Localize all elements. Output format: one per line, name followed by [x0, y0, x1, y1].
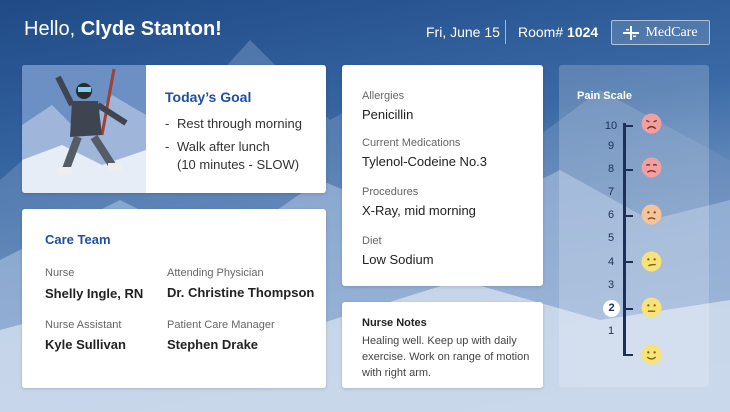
- allergies-label: Allergies: [362, 90, 405, 102]
- pain-scale-panel: [559, 65, 709, 387]
- nurse-notes-title: Nurse Notes: [362, 317, 427, 329]
- room-display: Room# 1024: [518, 24, 599, 40]
- cross-icon: [623, 26, 639, 40]
- nurse-name: Shelly Ingle, RN: [45, 286, 144, 301]
- pain-level-10: 10: [604, 120, 618, 132]
- medications-label: Current Medications: [362, 137, 461, 149]
- scale-tick: [626, 215, 633, 217]
- diet-label: Diet: [362, 235, 382, 247]
- procedures-label: Procedures: [362, 186, 419, 198]
- todays-goal-card: [22, 65, 326, 193]
- very-high-pain-face-icon: [641, 157, 662, 178]
- diet-value: Low Sodium: [362, 252, 434, 267]
- header: [0, 0, 730, 60]
- nurse-notes-text: Healing well. Keep up with daily exercise. Work on range of motion with right arm.: [362, 335, 530, 379]
- procedures-value: X-Ray, mid morning: [362, 203, 476, 218]
- pain-level-5: 5: [607, 232, 615, 244]
- pain-scale-title: Pain Scale: [577, 90, 633, 102]
- care-manager-name: Stephen Drake: [167, 337, 259, 352]
- scale-tick: [626, 169, 633, 171]
- care-team-title: Care Team: [45, 232, 111, 247]
- goal-item: - Walk after lunch (10 minutes - SLOW): [165, 139, 300, 172]
- no-pain-face-icon: [641, 344, 662, 365]
- physician-role: Attending Physician: [167, 267, 264, 279]
- nurse-notes-card: [342, 302, 543, 388]
- date-display: Fri, June 15: [426, 24, 500, 40]
- moderate-pain-face-icon: [641, 251, 662, 272]
- logo-text: MedCare: [645, 24, 698, 40]
- scale-tick: [626, 308, 633, 310]
- high-pain-face-icon: [641, 204, 662, 225]
- pain-level-7: 7: [607, 186, 615, 198]
- allergies-value: Penicillin: [362, 107, 414, 122]
- skier-photo: [22, 65, 146, 193]
- goal-list: [165, 115, 302, 179]
- pain-level-8: 8: [607, 163, 615, 175]
- header-divider: [505, 20, 506, 44]
- nurse-assistant-role: Nurse Assistant: [45, 319, 122, 331]
- scale-tick: [626, 125, 633, 127]
- care-manager-role: Patient Care Manager: [167, 319, 275, 331]
- pain-level-9: 9: [607, 140, 615, 152]
- goal-item: - Rest through morning: [165, 116, 303, 131]
- pain-level-1: 1: [607, 325, 615, 337]
- scale-tick: [626, 261, 633, 263]
- goal-title: Today’s Goal: [165, 89, 252, 105]
- mild-pain-face-icon: [641, 297, 662, 318]
- patient-name: Clyde Stanton!: [80, 18, 222, 40]
- medications-value: Tylenol-Codeine No.3: [362, 154, 488, 169]
- medcare-logo: [611, 20, 710, 45]
- medical-info-card: [342, 65, 543, 286]
- pain-level-4: 4: [607, 256, 615, 268]
- pain-level-3: 3: [607, 279, 615, 291]
- greeting: Hello, Clyde Stanton!: [24, 18, 222, 40]
- scale-tick: [626, 354, 633, 356]
- nurse-role: Nurse: [45, 267, 75, 279]
- current-pain-level: 2: [603, 300, 620, 317]
- physician-name: Dr. Christine Thompson: [167, 285, 315, 300]
- nurse-assistant-name: Kyle Sullivan: [45, 337, 126, 352]
- room-number: 1024: [567, 24, 599, 40]
- care-team-card: [22, 209, 326, 388]
- pain-scale-bar: [623, 123, 626, 356]
- pain-level-6: 6: [607, 209, 615, 221]
- severe-pain-face-icon: [641, 113, 662, 134]
